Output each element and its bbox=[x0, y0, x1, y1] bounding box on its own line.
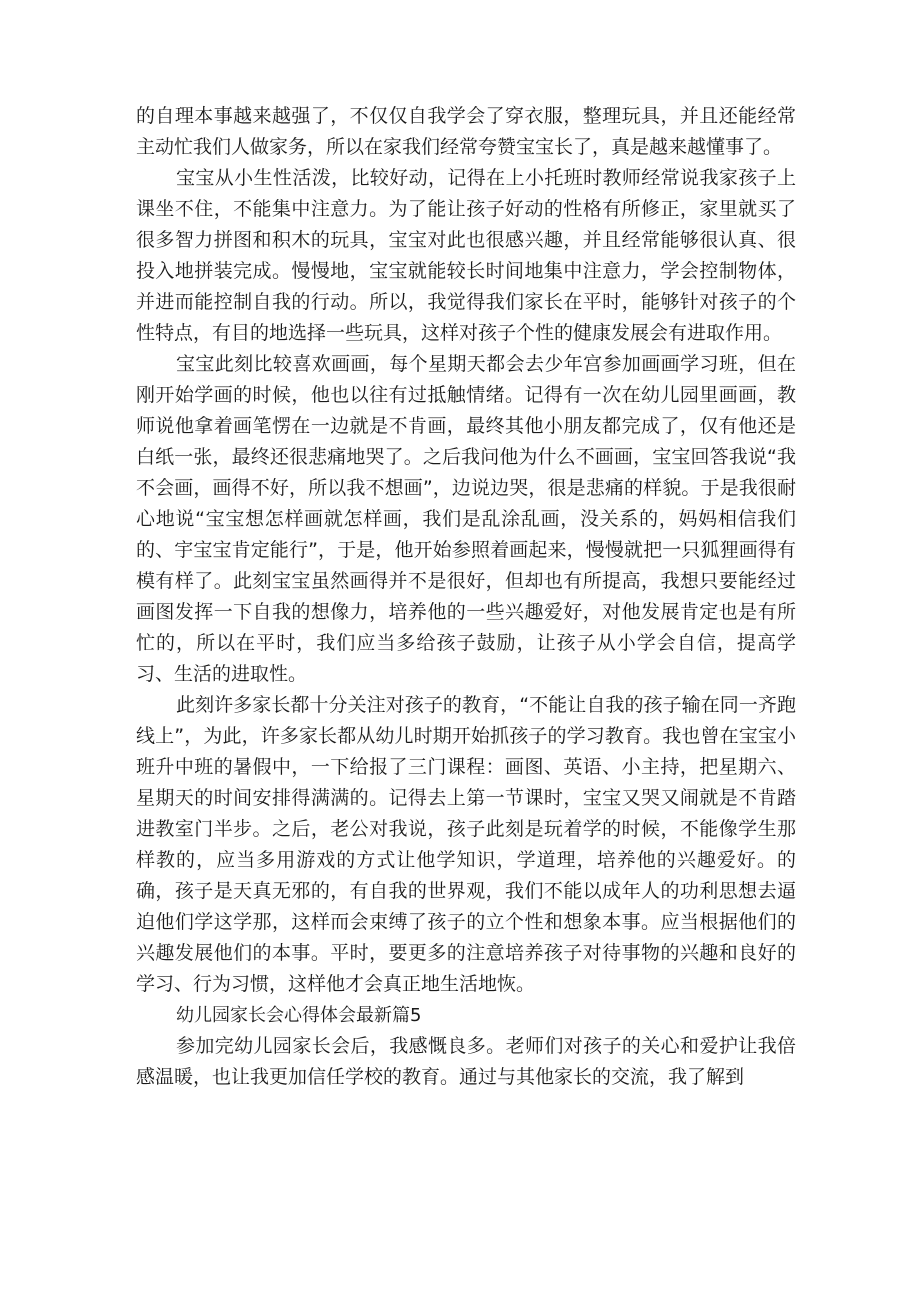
paragraph-continuation: 的自理本事越来越强了，不仅仅自我学会了穿衣服，整理玩具，并且还能经常主动忙我们人做家务，所以在家我们经常夸赞宝宝长了，真是越来越懂事了。 bbox=[136, 105, 796, 158]
paragraph-meeting: 参加完幼儿园家长会后，我感慨良多。老师们对孩子的关心和爱护让我倍感温暖，也让我更加信任学校的教育。通过与其他家长的交流，我了解到 bbox=[136, 1035, 796, 1088]
paragraph-drawing: 宝宝此刻比较喜欢画画，每个星期天都会去少年宫参加画画学习班，但在刚开始学画的时候，他也以往有过抵触情绪。记得有一次在幼儿园里画画，教师说他拿着画笔愣在一边就是不肯画，最终其他小朋友都完成了，仅有他还是白纸一张，最终还很悲痛地哭了。之后我问他为什么不画画，宝宝回答我说“我不会画，画得不好，所以我不想画”，边说边哭，很是悲痛的样貌。于是我很耐心地说“宝宝想怎样画就怎样画，我们是乱涂乱画，没关系的，妈妈相信我们的、宇宝宝肯定能行”，于是，他开始参照着画起来，慢慢就把一只狐狸画得有模有样了。此刻宝宝虽然画得并不是很好，但却也有所提高，我想只要能经过画图发挥一下自我的想像力，培养他的一些兴趣爱好，对他发展肯定也是有所忙的，所以在平时，我们应当多给孩子鼓励，让孩子从小学会自信，提高学习、生活的进取性。 bbox=[136, 353, 796, 685]
document-body bbox=[136, 101, 796, 1093]
section-heading: 幼儿园家长会心得体会最新篇5 bbox=[176, 1005, 422, 1026]
paragraph-toys: 宝宝从小生性活泼，比较好动，记得在上小托班时教师经常说我家孩子上课坐不住，不能集中注意力。为了能让孩子好动的性格有所修正，家里就买了很多智力拼图和积木的玩具，宝宝对此也很感兴趣，并且经常能够很认真、很投入地拼装完成。慢慢地，宝宝就能较长时间地集中注意力，学会控制物体，并进而能控制自我的行动。所以，我觉得我们家长在平时，能够针对孩子的个性特点，有目的地选择一些玩具，这样对孩子个性的健康发展会有进取作用。 bbox=[136, 167, 796, 344]
paragraph-education: 此刻许多家长都十分关注对孩子的教育，“不能让自我的孩子输在同一齐跑线上”，为此，许多家长都从幼儿时期开始抓孩子的学习教育。我也曾在宝宝小班升中班的暑假中，一下给报了三门课程：画图、英语、小主持，把星期六、星期天的时间安排得满满的。记得去上第一节课时，宝宝又哭又闹就是不肯踏进教室门半步。之后，老公对我说，孩子此刻是玩着学的时候，不能像学生那样教的，应当多用游戏的方式让他学知识，学道理，培养他的兴趣爱好。的确，孩子是天真无邪的，有自我的世界观，我们不能以成年人的功利思想去逼迫他们学这学那，这样而会束缚了孩子的立个性和想象本事。应当根据他们的兴趣发展他们的本事。平时，要更多的注意培养孩子对待事物的兴趣和良好的学习、行为习惯，这样他才会真正地生活地恢。 bbox=[136, 694, 796, 995]
